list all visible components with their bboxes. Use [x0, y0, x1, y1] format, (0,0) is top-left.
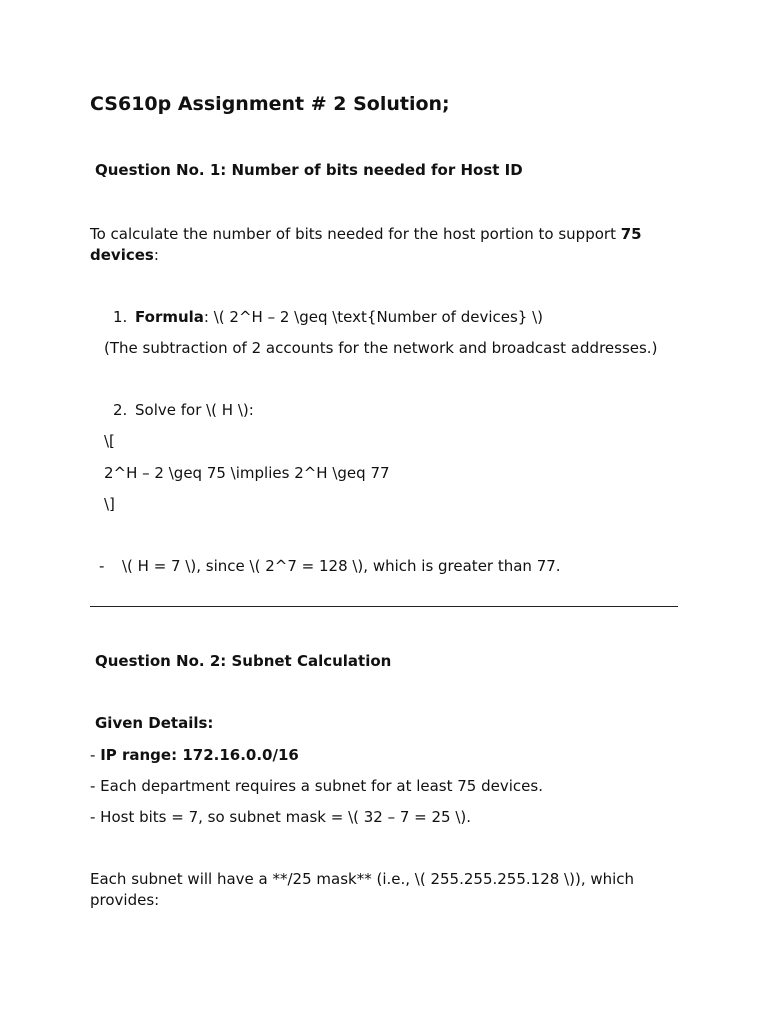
q1-intro-suffix: : — [153, 246, 159, 264]
q1-intro-bold: 75 devices — [90, 225, 642, 264]
math-open: \[ — [104, 432, 115, 450]
subnet-mask-paragraph: Each subnet will have a **/25 mask** (i.e., \( 255.255.255.128 \)), which provides: — [90, 870, 635, 909]
q1-intro-prefix: To calculate the number of bits needed for the host portion to support — [90, 225, 621, 243]
q1-intro-paragraph — [90, 224, 660, 266]
department-requirement-line: - Each department requires a subnet for at least 75 devices. — [90, 777, 543, 795]
q1-result — [99, 556, 561, 577]
step-1-label: Formula — [135, 308, 204, 326]
step-1-number: 1. — [113, 308, 128, 326]
result-dash: - — [99, 557, 105, 575]
step-2-number: 2. — [113, 401, 128, 419]
page-title: CS610p Assignment # 2 Solution; — [90, 93, 450, 115]
question-1-heading: Question No. 1: Number of bits needed for Host ID — [95, 161, 523, 179]
ip-range-dash: - — [90, 746, 101, 764]
ip-range-line — [90, 745, 299, 766]
step-2-text: Solve for \( H \): — [135, 401, 254, 419]
given-details-heading: Given Details: — [95, 714, 214, 732]
math-line: 2^H – 2 \geq 75 \implies 2^H \geq 77 — [104, 464, 390, 482]
section-divider — [90, 606, 678, 607]
q1-step-2 — [113, 400, 254, 421]
question-2-heading: Question No. 2: Subnet Calculation — [95, 652, 392, 670]
result-text: \( H = 7 \), since \( 2^7 = 128 \), which is greater than 77. — [122, 557, 561, 575]
step-1-formula: : \( 2^H – 2 \geq \text{Number of devices} \) — [203, 308, 544, 326]
host-bits-line: - Host bits = 7, so subnet mask = \( 32 – 7 = 25 \). — [90, 808, 472, 826]
q1-step-1-note: (The subtraction of 2 accounts for the network and broadcast addresses.) — [104, 339, 658, 357]
ip-range-text: IP range: 172.16.0.0/16 — [100, 746, 299, 764]
q1-step-1 — [113, 307, 543, 328]
math-close: \] — [104, 495, 115, 513]
